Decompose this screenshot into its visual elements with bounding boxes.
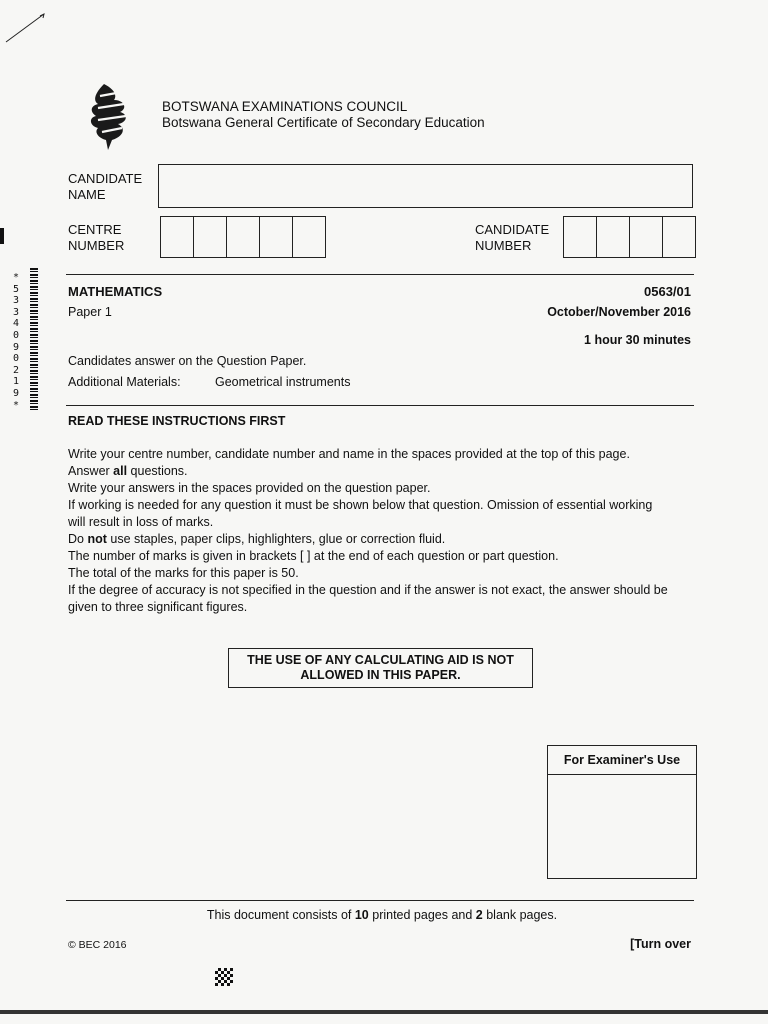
divider (66, 900, 694, 901)
centre-digit-box[interactable] (293, 217, 325, 257)
instructions-heading: READ THESE INSTRUCTIONS FIRST (68, 414, 286, 428)
examiner-use-box (547, 745, 697, 879)
exam-header (162, 99, 485, 131)
page-bottom-edge (0, 1010, 768, 1014)
instruction-line: given to three significant figures. (68, 600, 248, 614)
centre-digit-box[interactable] (161, 217, 194, 257)
bec-logo-icon (84, 82, 132, 152)
candidate-number-field[interactable] (563, 216, 696, 258)
paper-code: 0563/01 (644, 284, 691, 299)
centre-digit-box[interactable] (194, 217, 227, 257)
candidate-digit-box[interactable] (597, 217, 630, 257)
council-name: BOTSWANA EXAMINATIONS COUNCIL (162, 99, 408, 114)
exam-duration: 1 hour 30 minutes (584, 333, 691, 347)
materials-value: Geometrical instruments (215, 375, 351, 389)
instruction-line: If the degree of accuracy is not specified in the question and if the answer is not exact, the answer should be (68, 583, 668, 597)
instruction-line: If working is needed for any question it must be shown below that question. Omission of essential working (68, 498, 653, 512)
divider (66, 405, 694, 406)
pen-mark-icon (4, 10, 48, 44)
instruction-line: Answer all questions. (68, 464, 188, 478)
instruction-line: Write your centre number, candidate number and name in the spaces provided at the top of this page. (68, 447, 630, 461)
instruction-line: will result in loss of marks. (68, 515, 214, 529)
answer-note: Candidates answer on the Question Paper. (68, 354, 307, 368)
candidate-name-label: CANDIDATE NAME (68, 171, 143, 202)
page-count-note: This document consists of 10 printed pages and 2 blank pages. (206, 908, 558, 922)
materials-label: Additional Materials: (68, 375, 181, 389)
examiner-use-heading: For Examiner's Use (548, 746, 696, 775)
centre-digit-box[interactable] (227, 217, 260, 257)
barcode-icon (30, 268, 38, 410)
candidate-name-field[interactable] (158, 164, 693, 208)
instructions-list (68, 446, 698, 616)
centre-number-label: CENTRE NUMBER (68, 222, 125, 253)
qr-code-icon (215, 968, 233, 986)
candidate-digit-box[interactable] (564, 217, 597, 257)
candidate-digit-box[interactable] (630, 217, 663, 257)
instruction-line: Write your answers in the spaces provided on the question paper. (68, 481, 431, 495)
subject-title: MATHEMATICS (68, 284, 163, 299)
barcode-number: * 5 3 3 4 0 9 0 2 1 9 * (12, 272, 20, 411)
instruction-line: The total of the marks for this paper is 50. (68, 566, 299, 580)
copyright: © BEC 2016 (68, 939, 127, 951)
centre-digit-box[interactable] (260, 217, 293, 257)
certificate-name: Botswana General Certificate of Secondary Education (162, 115, 485, 130)
divider (66, 274, 694, 275)
paper-number: Paper 1 (68, 305, 112, 319)
turn-over: [Turn over (630, 937, 691, 951)
calculator-notice: THE USE OF ANY CALCULATING AID IS NOT ALLOWED IN THIS PAPER. (228, 648, 533, 688)
candidate-digit-box[interactable] (663, 217, 695, 257)
instruction-line: The number of marks is given in brackets [ ] at the end of each question or part question. (68, 549, 559, 563)
edge-mark (0, 228, 4, 244)
centre-number-field[interactable] (160, 216, 326, 258)
instruction-line: Do not use staples, paper clips, highlighters, glue or correction fluid. (68, 532, 446, 546)
candidate-number-label: CANDIDATE NUMBER (475, 222, 550, 253)
exam-session: October/November 2016 (547, 305, 691, 319)
